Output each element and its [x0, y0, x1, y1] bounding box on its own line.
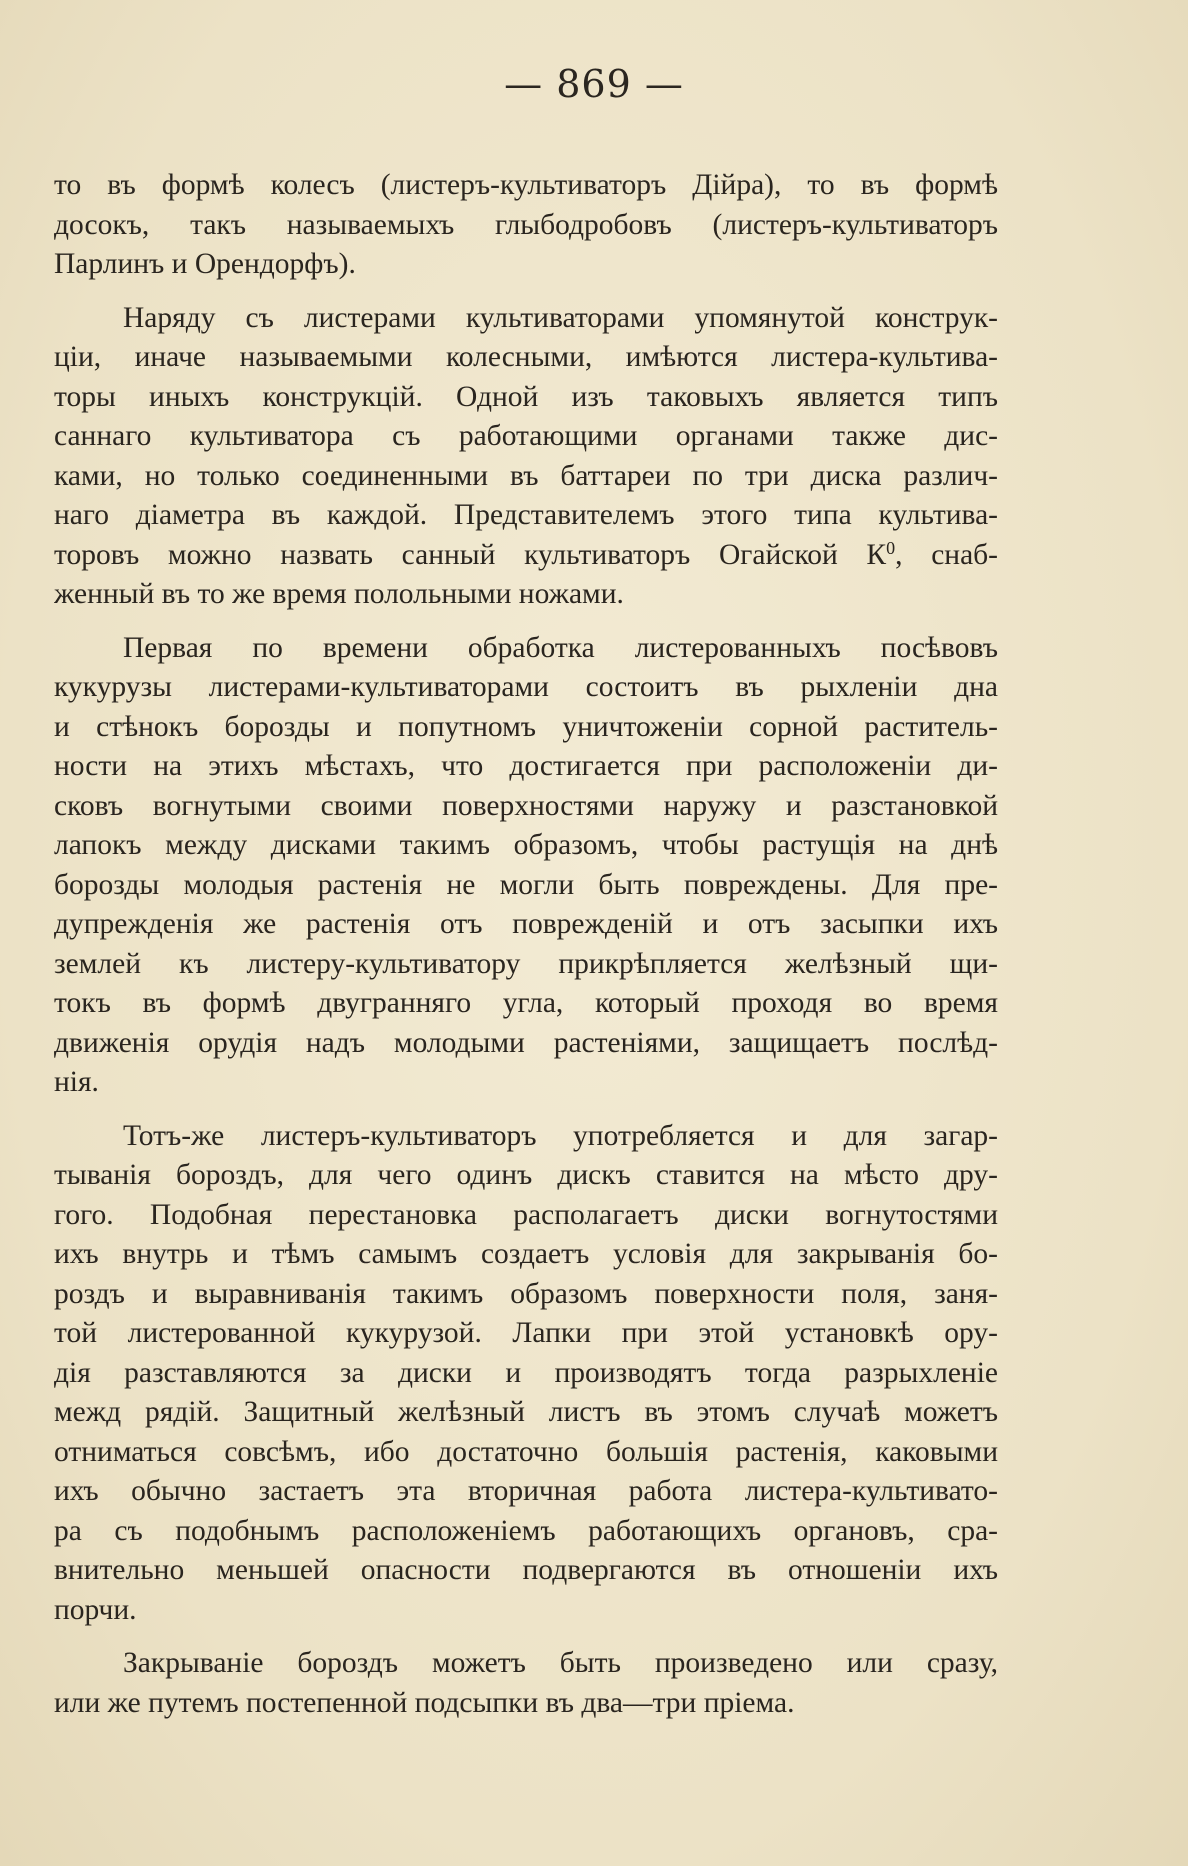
text-line: Наряду съ листерами культиваторами упомянутой конструк-	[123, 301, 998, 334]
text-line: токъ въ формѣ двугранняго угла, который проходя во время	[54, 987, 998, 1019]
paragraph	[54, 1117, 998, 1631]
text-line: гого. Подобная перестановка располагаетъ диски вогнутостями	[54, 1198, 998, 1231]
text-line: межд рядій. Защитный желѣзный листъ въ этомъ случаѣ можетъ	[54, 1396, 998, 1428]
text-line: ихъ внутрь и тѣмъ самымъ создаетъ условія для закрыванія бо-	[54, 1238, 998, 1270]
text-line: досокъ, такъ называемыхъ глыбодробовъ (листеръ-культиваторъ	[54, 208, 998, 241]
text-line: дупрежденія же растенія отъ поврежденій и отъ засыпки ихъ	[54, 908, 998, 940]
text-line: ра съ подобнымъ расположеніемъ работающихъ органовъ, сра-	[54, 1514, 998, 1547]
text-line: или же путемъ постепенной подсыпки въ два—три пріема.	[54, 1686, 795, 1719]
text-line: тыванія бороздъ, для чего одинъ дискъ ставится на мѣсто дру-	[54, 1159, 998, 1191]
text-line: порчи.	[54, 1593, 137, 1626]
body-text	[54, 166, 998, 1723]
paragraph	[54, 299, 998, 615]
paragraph	[54, 166, 998, 285]
text-line: кукурузы листерами-культиваторами состоитъ въ рыхленіи дна	[54, 671, 998, 703]
text-line: сковъ вогнутыми своими поверхностями наружу и разстановкой	[54, 789, 998, 822]
text-line: и стѣнокъ борозды и попутномъ уничтоженіи сорной раститель-	[54, 710, 998, 743]
text-line: то въ формѣ колесъ (листеръ-культиваторъ Дійра), то въ формѣ	[54, 169, 998, 201]
text-line: внительно меньшей опасности подвергаются въ отношеніи ихъ	[54, 1554, 998, 1586]
text-line-part: торовъ можно назвать санный культиваторъ Огайской К	[54, 538, 887, 571]
text-line: ности на этихъ мѣстахъ, что достигается при расположеніи ди-	[54, 750, 998, 782]
text-line: Тотъ-же листеръ-культиваторъ употребляется и для загар-	[123, 1119, 998, 1152]
paragraph	[54, 1644, 998, 1723]
text-line: Закрываніе бороздъ можетъ быть произведено или сразу,	[123, 1647, 998, 1679]
text-line: дія разставляются за диски и производятъ тогда разрыхленіе	[54, 1356, 998, 1389]
text-line: наго діаметра въ каждой. Представителемъ этого типа культива-	[54, 499, 998, 531]
text-line: лапокъ между дисками такимъ образомъ, чтобы растущія на днѣ	[54, 829, 998, 861]
text-line: торы иныхъ конструкцій. Одной изъ таковыхъ является типъ	[54, 380, 998, 413]
text-line: нія.	[54, 1066, 99, 1098]
text-line: отниматься совсѣмъ, ибо достаточно большія растенія, каковыми	[54, 1435, 998, 1468]
page-number: — 869 —	[504, 62, 684, 106]
text-line: женный въ то же время полольными ножами.	[54, 578, 624, 610]
text-line: ціи, иначе называемыми колесными, имѣются листера-культива-	[54, 341, 998, 373]
superscript-mark: 0	[886, 537, 896, 558]
text-line: ихъ обычно застаетъ эта вторичная работа листера-культивато-	[54, 1475, 998, 1507]
text-line-part: , снаб-	[895, 538, 998, 571]
text-line: борозды молодыя растенія не могли быть повреждены. Для пре-	[54, 868, 998, 901]
text-line: роздъ и выравниванія такимъ образомъ поверхности поля, заня-	[54, 1277, 998, 1310]
text-line: землей къ листеру-культиватору прикрѣпляется желѣзный щи-	[54, 947, 998, 980]
text-line: той листерованной кукурузой. Лапки при этой установкѣ ору-	[54, 1317, 998, 1349]
paragraph	[54, 629, 998, 1103]
text-line	[54, 536, 998, 576]
text-line: ками, но только соединенными въ баттареи по три диска различ-	[54, 459, 998, 492]
text-line: Парлинъ и Орендорфъ).	[54, 248, 356, 280]
text-line: саннаго культиватора съ работающими органами также дис-	[54, 420, 998, 452]
text-line: Первая по времени обработка листерованныхъ посѣвовъ	[123, 631, 998, 664]
text-line: движенія орудія надъ молодыми растеніями, защищаетъ послѣд-	[54, 1026, 998, 1059]
